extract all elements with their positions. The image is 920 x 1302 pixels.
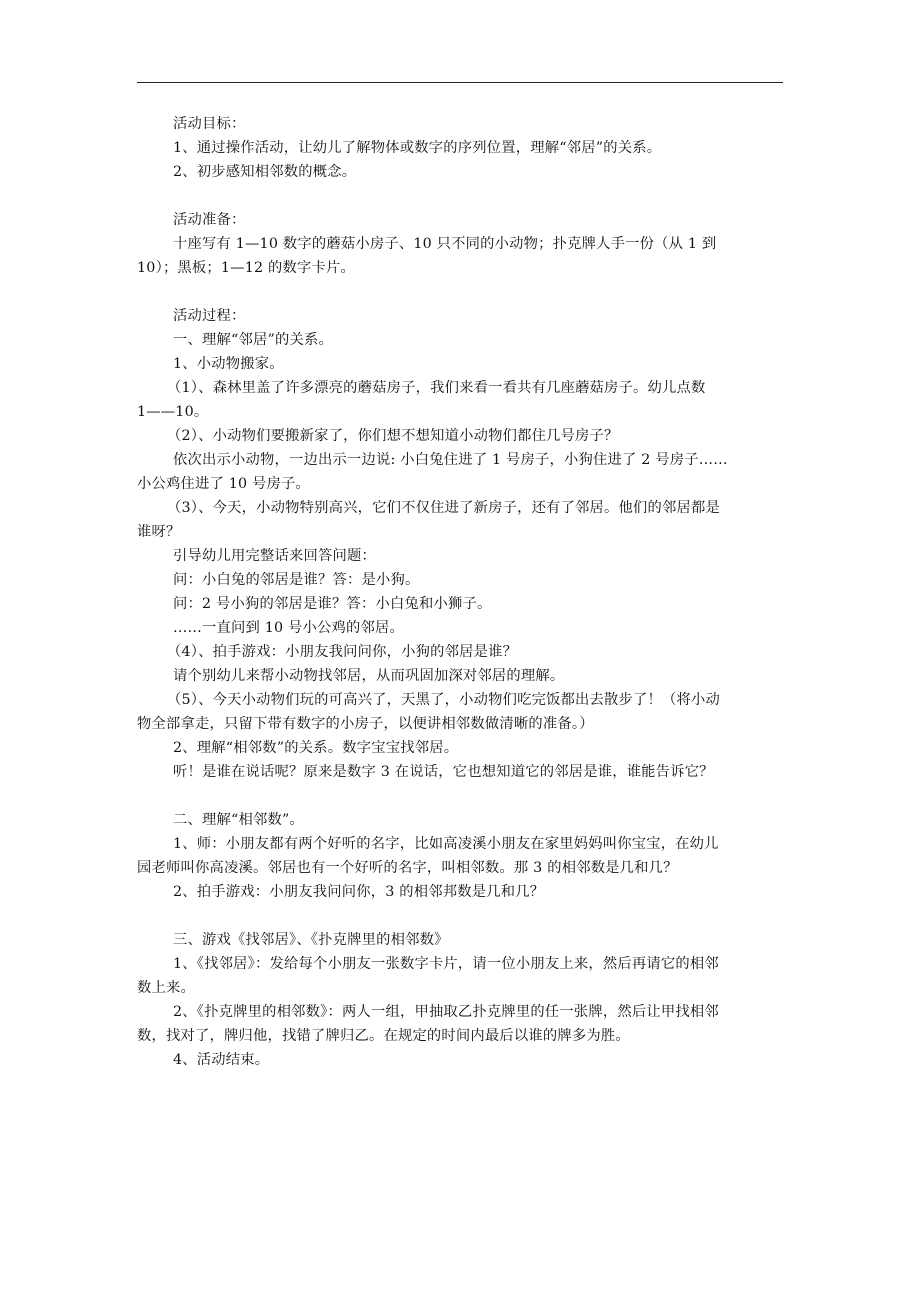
step-item: （1）、森林里盖了许多漂亮的蘑菇房子，我们来看一看共有几座蘑菇房子。幼儿点数	[167, 380, 706, 396]
prep-text: 十座写有 1—10 数字的蘑菇小房子、10 只不同的小动物；扑克牌人手一份（从 1 到	[173, 236, 717, 252]
paragraph: 听！是谁在说话呢？原来是数字 3 在说话，它也想知道它的邻居是谁，谁能告诉它？	[173, 764, 714, 780]
step-item: （4）、拍手游戏：小朋友我问问你，小狗的邻居是谁？	[167, 644, 518, 660]
step-item: 数，找对了，牌归他，找错了牌归乙。在规定的时间内最后以谁的牌多为胜。	[137, 1028, 630, 1044]
step-item: 数上来。	[137, 980, 195, 996]
goal-heading: 活动目标：	[173, 116, 246, 132]
step-item: 4、活动结束。	[173, 1052, 270, 1068]
step-item: 1——10。	[137, 404, 209, 420]
step-item: 1、《找邻居》：发给每个小朋友一张数字卡片，请一位小朋友上来，然后再请它的相邻	[173, 956, 719, 972]
step-item: 2、拍手游戏：小朋友我问问你，3 的相邻邦数是几和几？	[173, 884, 545, 900]
step-item: 园老师叫你高凌溪。邻居也有一个好听的名字，叫相邻数。那 3 的相邻数是几和几？	[137, 860, 678, 876]
step-item: （2）、小动物们要搬新家了，你们想不想知道小动物们都住几号房子？	[167, 428, 619, 444]
step-item: （5）、今天小动物们玩的可高兴了，天黑了，小动物们吃完饭都出去散步了！（将小动	[167, 692, 721, 708]
goal-item: 1、通过操作活动，让幼儿了解物体或数字的序列位置，理解“邻居”的关系。	[173, 140, 662, 156]
paragraph: 小公鸡住进了 10 号房子。	[137, 476, 311, 492]
qa-line: ……一直问到 10 号小公鸡的邻居。	[173, 620, 405, 636]
paragraph: 依次出示小动物，一边出示一边说: 小白兔住进了 1 号房子，小狗住进了 2 号房子……	[173, 452, 728, 468]
step-item: 1、小动物搬家。	[173, 356, 284, 372]
paragraph: 引导幼儿用完整话来回答问题：	[173, 548, 376, 564]
step-item: 2、《扑克牌里的相邻数》：两人一组，甲抽取乙扑克牌里的任一张牌，然后让甲找相邻	[173, 1004, 719, 1020]
process-heading: 活动过程：	[173, 308, 246, 324]
step-item: 谁呀？	[137, 524, 181, 540]
paragraph: 请个别幼儿来帮小动物找邻居，从而巩固加深对邻居的理解。	[173, 668, 565, 684]
section-title: 二、理解“相邻数”。	[173, 812, 304, 828]
section-title: 三、游戏《找邻居》、《扑克牌里的相邻数》	[173, 932, 449, 948]
prep-heading: 活动准备：	[173, 212, 246, 228]
goal-item: 2、初步感知相邻数的概念。	[173, 164, 357, 180]
section-title: 一、理解“邻居”的关系。	[173, 332, 333, 348]
step-item: （3）、今天，小动物特别高兴，它们不仅住进了新房子，还有了邻居。他们的邻居都是	[167, 500, 721, 516]
step-item: 2、理解“相邻数”的关系。数字宝宝找邻居。	[173, 740, 459, 756]
qa-line: 问：2 号小狗的邻居是谁？答：小白兔和小狮子。	[173, 596, 492, 612]
step-item: 1、师：小朋友都有两个好听的名字，比如高凌溪小朋友在家里妈妈叫你宝宝，在幼儿	[173, 836, 719, 852]
header-rule	[137, 82, 783, 83]
step-item: 物全部拿走，只留下带有数字的小房子，以便讲相邻数做清晰的准备。）	[137, 716, 594, 732]
qa-line: 问：小白兔的邻居是谁？答：是小狗。	[173, 572, 420, 588]
prep-text: 10）；黑板；1—12 的数字卡片。	[137, 260, 356, 276]
